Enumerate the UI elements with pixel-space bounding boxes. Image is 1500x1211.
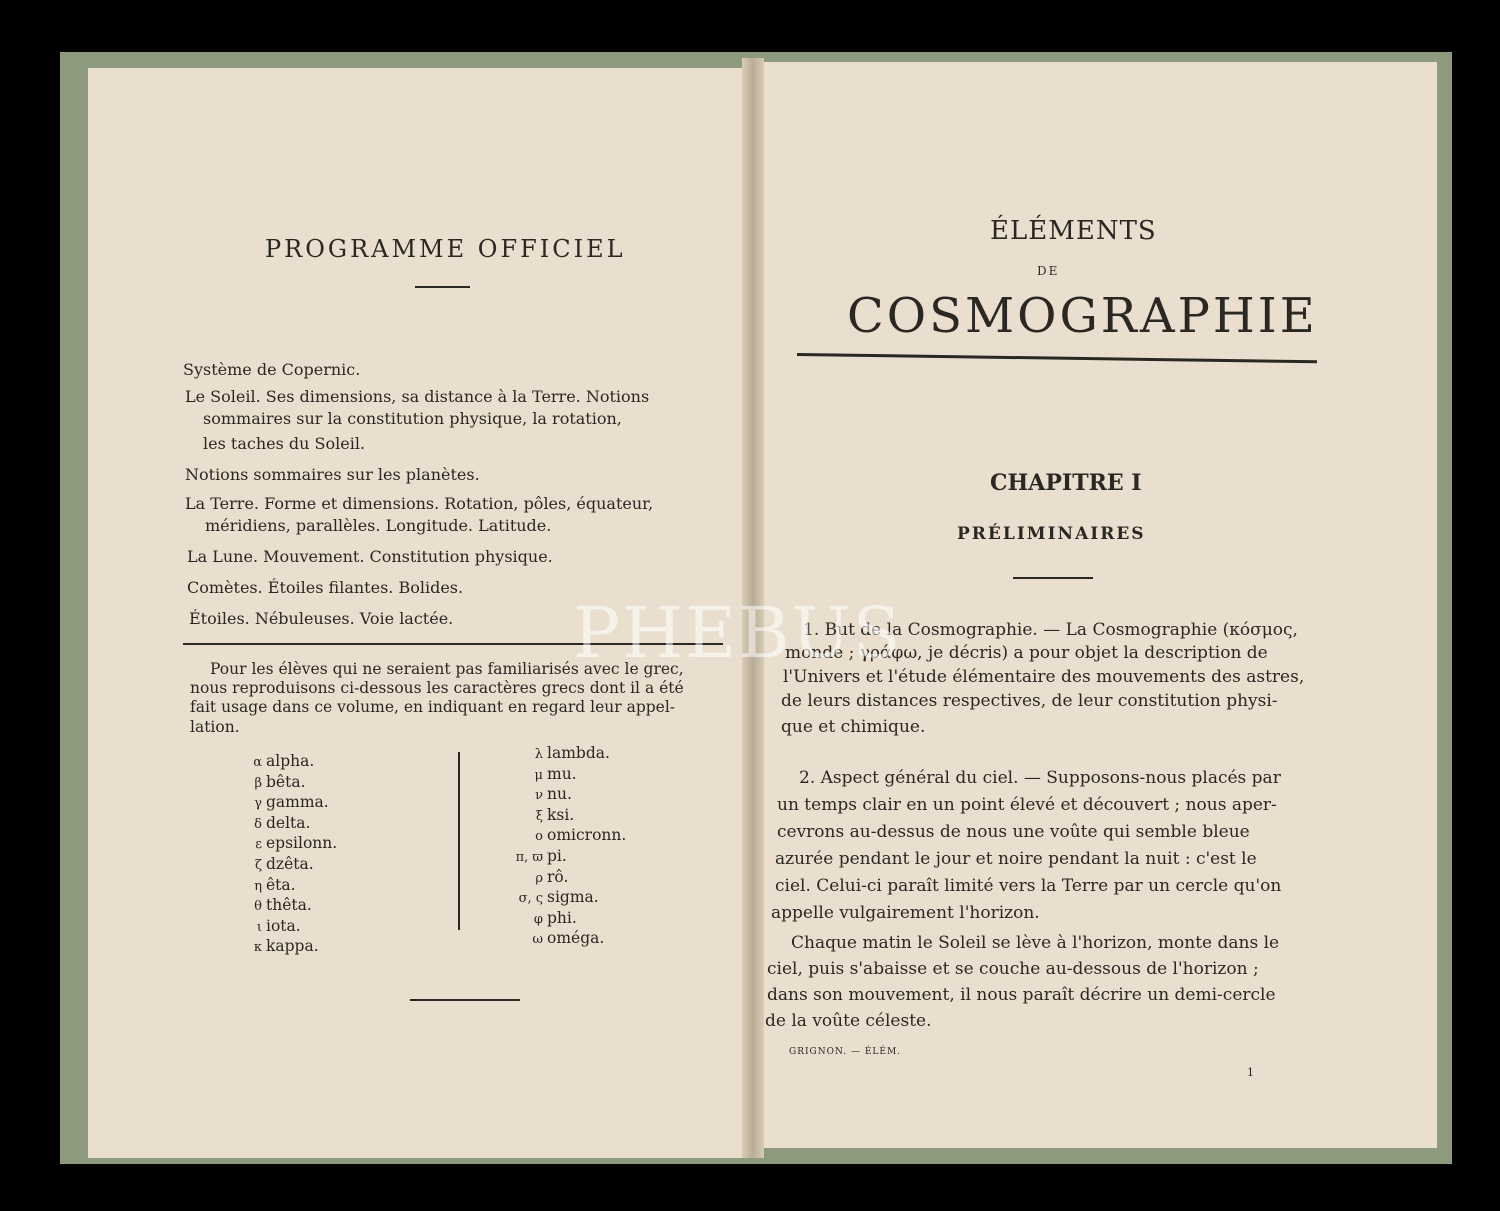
greek-entry: σ, ς sigma. bbox=[518, 888, 599, 907]
greek-entry: δ delta. bbox=[254, 813, 311, 832]
chapter-title: PRÉLIMINAIRES bbox=[957, 524, 1146, 544]
greek-entry: λ lambda. bbox=[534, 744, 610, 762]
paragraph-line: de leurs distances respectives, de leur constitution physi- bbox=[781, 691, 1278, 711]
paragraph-line: de la voûte céleste. bbox=[765, 1011, 932, 1031]
paragraph-line: cevrons au-dessus de nous une voûte qui semble bleue bbox=[777, 822, 1250, 842]
program-item: sommaires sur la constitution physique, la rotation, bbox=[203, 409, 622, 428]
paragraph-line: 2. Aspect général du ciel. — Supposons-nous placés par bbox=[799, 768, 1281, 788]
paragraph-line: 1. But de la Cosmographie. — La Cosmographie (κόσμος, bbox=[803, 620, 1298, 640]
greek-entry: ι iota. bbox=[256, 916, 301, 935]
book-title-de: DE bbox=[1037, 264, 1060, 278]
greek-entry: κ kappa. bbox=[253, 937, 319, 956]
chapter-heading: CHAPITRE I bbox=[990, 470, 1142, 496]
paragraph-line: l'Univers et l'étude élémentaire des mouvements des astres, bbox=[783, 667, 1305, 687]
notice-line: fait usage dans ce volume, en indiquant en regard leur appel- bbox=[190, 698, 676, 716]
greek-entry: ξ ksi. bbox=[535, 805, 575, 824]
greek-entry: α alpha. bbox=[253, 752, 315, 770]
left-page-title: PROGRAMME OFFICIEL bbox=[265, 235, 626, 263]
page-number: 1 bbox=[1247, 1066, 1255, 1079]
program-item: méridiens, parallèles. Longitude. Latitude. bbox=[205, 516, 552, 535]
greek-entry: μ mu. bbox=[534, 764, 577, 783]
greek-letter-list-right bbox=[513, 744, 626, 950]
program-item: Système de Copernic. bbox=[183, 360, 361, 379]
book-title-main: COSMOGRAPHIE bbox=[847, 288, 1318, 344]
greek-entry: ν nu. bbox=[535, 785, 572, 804]
notice-line: nous reproduisons ci-dessous les caractères grecs dont il a été bbox=[190, 679, 684, 697]
notice-line: lation. bbox=[190, 718, 240, 736]
page-footer-signature: GRIGNON. — ÉLÉM. bbox=[789, 1047, 902, 1057]
greek-entry: β bêta. bbox=[254, 772, 306, 791]
paragraph-line: monde ; γράφω, je décris) a pour objet la description de bbox=[785, 643, 1268, 663]
paragraph-line: appelle vulgairement l'horizon. bbox=[771, 903, 1040, 923]
greek-entry: ω oméga. bbox=[532, 929, 605, 948]
paragraph-line: azurée pendant le jour et noire pendant la nuit : c'est le bbox=[775, 849, 1257, 869]
paragraph-line: que et chimique. bbox=[781, 717, 926, 737]
program-item: Le Soleil. Ses dimensions, sa distance à la Terre. Notions bbox=[185, 387, 650, 406]
program-item: La Terre. Forme et dimensions. Rotation, pôles, équateur, bbox=[185, 494, 654, 513]
paragraph-line: ciel, puis s'abaisse et se couche au-dessous de l'horizon ; bbox=[767, 959, 1259, 979]
program-item: Comètes. Étoiles filantes. Bolides. bbox=[187, 578, 464, 597]
greek-entry: ο omicronn. bbox=[535, 826, 627, 845]
watermark: PHEBUS bbox=[573, 592, 903, 674]
paragraph-line: dans son mouvement, il nous paraît décrire un demi-cercle bbox=[767, 985, 1276, 1005]
program-item: La Lune. Mouvement. Constitution physique. bbox=[187, 547, 553, 566]
book-title-line1: ÉLÉMENTS bbox=[990, 216, 1157, 246]
program-item: les taches du Soleil. bbox=[203, 434, 366, 453]
chapter-rule bbox=[1013, 577, 1093, 579]
paragraph-line: un temps clair en un point élevé et découvert ; nous aper- bbox=[777, 795, 1277, 815]
greek-entry: ε epsilonn. bbox=[255, 834, 338, 853]
paragraph-line: ciel. Celui-ci paraît limité vers la Terre par un cercle qu'on bbox=[775, 876, 1282, 896]
program-item: Notions sommaires sur les planètes. bbox=[185, 465, 480, 484]
greek-entry: π, ϖ pi. bbox=[515, 846, 567, 865]
greek-entry: φ phi. bbox=[533, 908, 577, 927]
end-rule bbox=[410, 999, 520, 1001]
paragraph-line: Chaque matin le Soleil se lève à l'horizon, monte dans le bbox=[791, 933, 1280, 953]
greek-entry: γ gamma. bbox=[254, 793, 329, 812]
notice-line: Pour les élèves qui ne seraient pas familiarisés avec le grec, bbox=[210, 660, 684, 678]
greek-entry: η êta. bbox=[254, 875, 296, 894]
greek-entry: ζ dzêta. bbox=[254, 854, 314, 873]
title-rule bbox=[415, 286, 470, 288]
greek-entry: ρ rô. bbox=[535, 867, 569, 886]
greek-entry: θ thêta. bbox=[254, 896, 312, 915]
greek-letter-list-left bbox=[240, 752, 337, 958]
program-item: Étoiles. Nébuleuses. Voie lactée. bbox=[189, 609, 454, 628]
column-divider bbox=[458, 752, 460, 930]
